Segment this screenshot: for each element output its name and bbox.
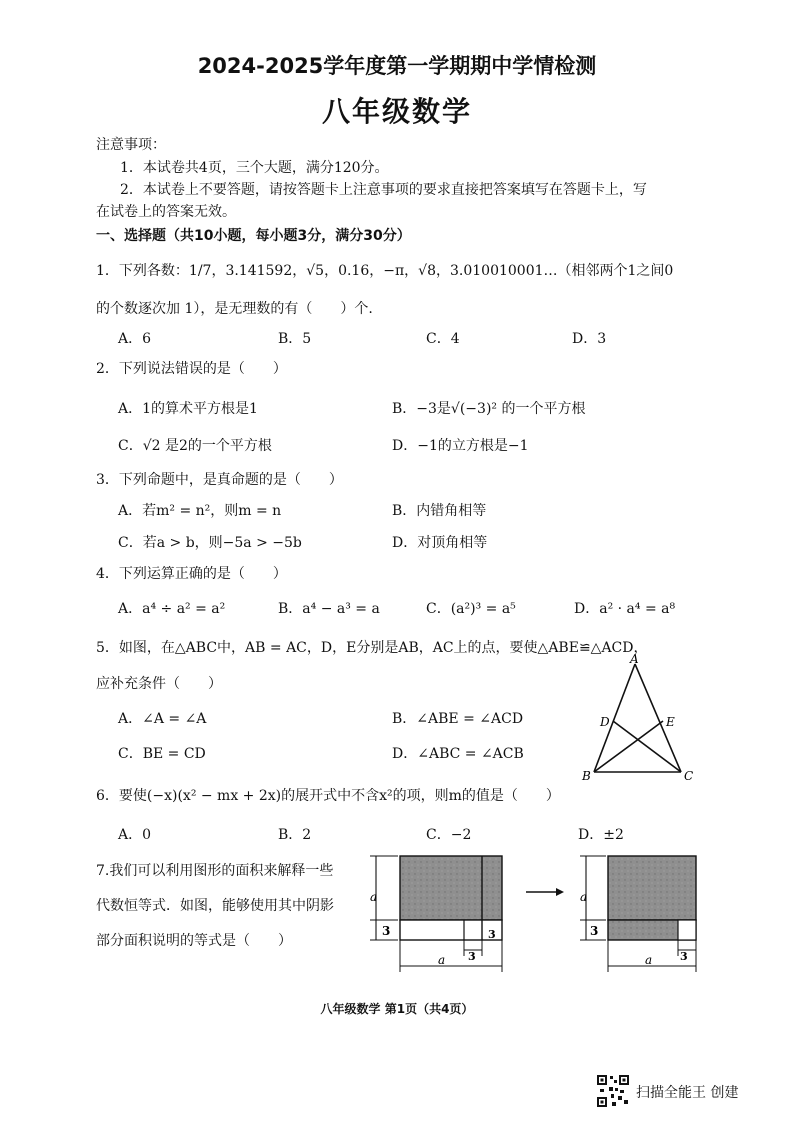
q6-option-a: A．0 xyxy=(118,827,152,843)
q4-stem: 4．下列运算正确的是（ ） xyxy=(96,566,287,582)
q7-right-label-a-horizontal: a xyxy=(645,953,653,967)
q5-option-a: A．∠A = ∠A xyxy=(118,711,207,727)
q7-left-label-a-vertical: a xyxy=(370,890,378,904)
q7-left-label-3-bottom: 3 xyxy=(468,950,476,963)
q6-option-b: B．2 xyxy=(278,827,312,843)
q3-option-c: C．若a > b，则−5a > −5b xyxy=(118,535,302,551)
q5-option-b: B．∠ABE = ∠ACD xyxy=(392,711,524,727)
q1-option-b: B．5 xyxy=(278,331,312,347)
q7-left-label-3-right: 3 xyxy=(488,928,496,941)
q1-stem-line2: 的个数逐次加 1），是无理数的有（ ）个. xyxy=(96,301,373,317)
qr-code-icon xyxy=(596,1074,630,1108)
notes-heading: 注意事项： xyxy=(96,137,166,153)
q5-stem-line1: 5．如图，在△ABC中，AB = AC，D，E分别是AB，AC上的点，要使△ABE≌△ACD， xyxy=(96,640,648,656)
q2-option-c: C．√2 是2的一个平方根 xyxy=(118,438,272,454)
q2-option-b: B．−3是√(−3)² 的一个平方根 xyxy=(392,401,586,417)
q4-option-a: A．a⁴ ÷ a² = a² xyxy=(118,601,226,617)
q7-stem-line2: 代数恒等式．如图，能够使用其中阴影 xyxy=(96,898,334,914)
q4-option-c: C．(a²)³ = a⁵ xyxy=(426,601,516,617)
q3-stem: 3．下列命题中，是真命题的是（ ） xyxy=(96,472,343,488)
q3-option-d: D．对顶角相等 xyxy=(392,535,488,551)
q5-option-d: D．∠ABC = ∠ACB xyxy=(392,746,524,762)
q7-stem-line1: 7.我们可以利用图形的面积来解释一些 xyxy=(96,863,334,879)
q1-option-a: A．6 xyxy=(118,331,152,347)
q1-stem-line1: 1．下列各数：1/7，3.141592，√5，0.16，−π，√8，3.010010001…（相邻两个1之间0 xyxy=(96,263,674,279)
note-item-1: 1．本试卷共4页，三个大题，满分120分。 xyxy=(120,160,389,176)
q6-stem: 6．要使(−x)(x² − mx + 2x)的展开式中不含x²的项，则m的值是（ ） xyxy=(96,788,560,804)
vertex-label-d: D xyxy=(600,715,610,729)
vertex-label-c: C xyxy=(684,769,694,783)
scanner-watermark: 扫描全能王 创建 xyxy=(636,1085,739,1101)
q6-option-d: D．±2 xyxy=(578,827,624,843)
q5-stem-line2: 应补充条件（ ） xyxy=(96,676,222,692)
vertex-label-a: A xyxy=(630,654,639,666)
note-item-2-cont: 在试卷上的答案无效。 xyxy=(96,204,236,220)
q7-right-label-3-bottom: 3 xyxy=(680,950,688,963)
q2-option-d: D．−1的立方根是−1 xyxy=(392,438,529,454)
q5-option-c: C．BE = CD xyxy=(118,746,206,762)
q3-option-b: B．内错角相等 xyxy=(392,503,487,519)
q7-stem-line3: 部分面积说明的等式是（ ） xyxy=(96,933,292,949)
exam-title: 2024-2025学年度第一学期期中学情检测 xyxy=(197,54,597,78)
page-footer: 八年级数学 第1页（共4页） xyxy=(320,1002,474,1016)
q4-option-d: D．a² · a⁴ = a⁸ xyxy=(574,601,676,617)
q7-left-label-a-horizontal: a xyxy=(438,953,446,967)
section-heading: 一、选择题（共10小题，每小题3分，满分30分） xyxy=(96,228,411,244)
q7-left-label-3-vertical: 3 xyxy=(382,924,391,938)
q6-option-c: C．−2 xyxy=(426,827,472,843)
q3-option-a: A．若m² = n²，则m = n xyxy=(118,503,282,519)
vertex-label-b: B xyxy=(582,769,591,783)
q7-area-figure xyxy=(360,848,720,978)
q1-option-d: D．3 xyxy=(572,331,607,347)
subject-title: 八年级数学 xyxy=(321,95,472,128)
q5-triangle-figure xyxy=(578,654,698,788)
q4-option-b: B．a⁴ − a³ = a xyxy=(278,601,380,617)
note-item-2: 2．本试卷上不要答题，请按答题卡上注意事项的要求直接把答案填写在答题卡上，写 xyxy=(120,182,647,198)
q1-option-c: C．4 xyxy=(426,331,460,347)
q2-stem: 2．下列说法错误的是（ ） xyxy=(96,361,287,377)
q7-right-label-a-vertical: a xyxy=(580,890,588,904)
q7-right-label-3-vertical: 3 xyxy=(590,924,599,938)
vertex-label-e: E xyxy=(666,715,675,729)
q2-option-a: A．1的算术平方根是1 xyxy=(118,401,258,417)
